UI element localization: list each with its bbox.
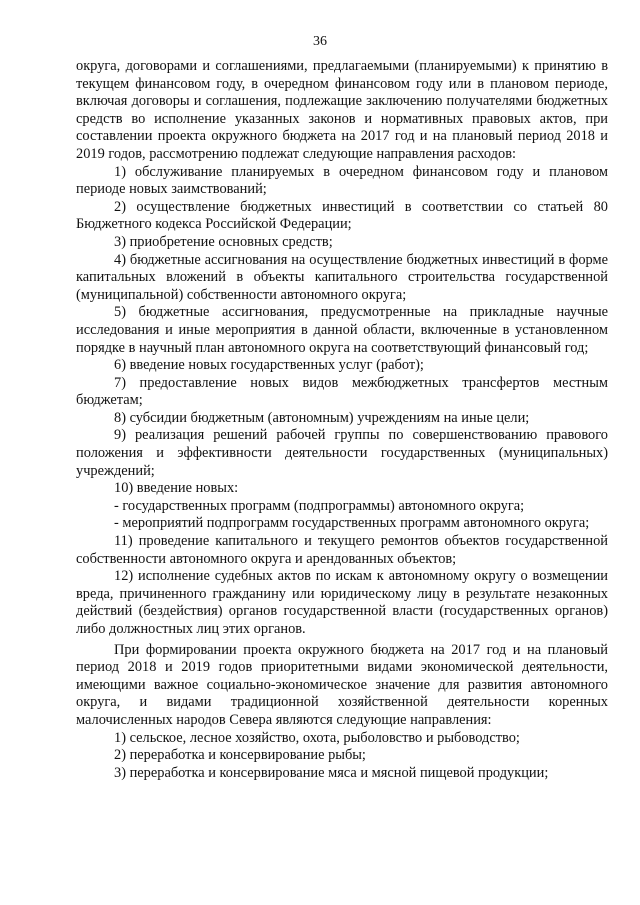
list-item-3: 3) приобретение основных средств; <box>114 233 333 250</box>
list-item-4: 4) бюджетные ассигнования на осуществление бюджетных инвестиций в форме капитальных вложений в объекты капитального строительства государственной (муниципальной) собственности автономного округа; <box>76 251 608 303</box>
document-body <box>76 58 608 782</box>
list-item-9: 9) реализация решений рабочей группы по совершенствованию правового положения и эффективности деятельности государственных (муниципальных) учреждений; <box>76 427 608 479</box>
list-item-5: 5) бюджетные ассигнования, предусмотренные на прикладные научные исследования и иные мероприятия в данной области, включенные в установленном порядке в научный план автономного округа на соответствующий финансовый год; <box>76 304 608 356</box>
paragraph-intro: округа, договорами и соглашениями, предлагаемыми (планируемыми) к принятию в текущем финансовом году, в очередном финансовом году или в плановом периоде, включая договоры и соглашения, подлежащие заключению получателями бюджетных средств во исполнение указанных законов и нормативных правовых актов, при составлении проекта окружного бюджета на 2017 год и на плановый период 2018 и 2019 годов, рассмотрению подлежат следующие направления расходов: <box>76 58 608 162</box>
priority-item-1: 1) сельское, лесное хозяйство, охота, рыболовство и рыбоводство; <box>114 729 520 746</box>
sub-item-programs: - государственных программ (подпрограммы) автономного округа; <box>114 497 525 514</box>
priority-item-2: 2) переработка и консервирование рыбы; <box>114 747 366 764</box>
list-item-8: 8) субсидии бюджетным (автономным) учреждениям на иные цели; <box>114 409 530 426</box>
list-item-1: 1) обслуживание планируемых в очередном финансовом году и плановом периоде новых заимствований; <box>76 163 608 198</box>
sub-item-activities: - мероприятий подпрограмм государственных программ автономного округа; <box>114 515 590 532</box>
list-item-10: 10) введение новых: <box>114 480 239 497</box>
list-item-11: 11) проведение капитального и текущего ремонтов объектов государственной собственности автономного округа и арендованных объектов; <box>76 533 608 567</box>
list-item-2: 2) осуществление бюджетных инвестиций в соответствии со статьей 80 Бюджетного кодекса Российской Федерации; <box>76 198 608 233</box>
list-item-6: 6) введение новых государственных услуг (работ); <box>114 357 424 374</box>
list-item-7: 7) предоставление новых видов межбюджетных трансфертов местным бюджетам; <box>76 374 608 409</box>
paragraph-priorities: При формировании проекта окружного бюджета на 2017 год и на плановый период 2018 и 2019 годов приоритетными видами экономической деятельности, имеющими важное социально-экономическое значение для развития автономного округа, и видами традиционной хозяйственной деятельности коренных малочисленных народов Севера являются следующие направления: <box>76 641 608 728</box>
list-item-12: 12) исполнение судебных актов по искам к автономному округу о возмещении вреда, причиненного гражданину или юридическому лицу в результате незаконных действий (бездействия) органов государственной власти (государственных органов) либо должностных лиц этих органов. <box>76 568 608 637</box>
priority-item-3: 3) переработка и консервирование мяса и мясной пищевой продукции; <box>114 764 549 781</box>
page-number: 36 <box>313 34 327 49</box>
